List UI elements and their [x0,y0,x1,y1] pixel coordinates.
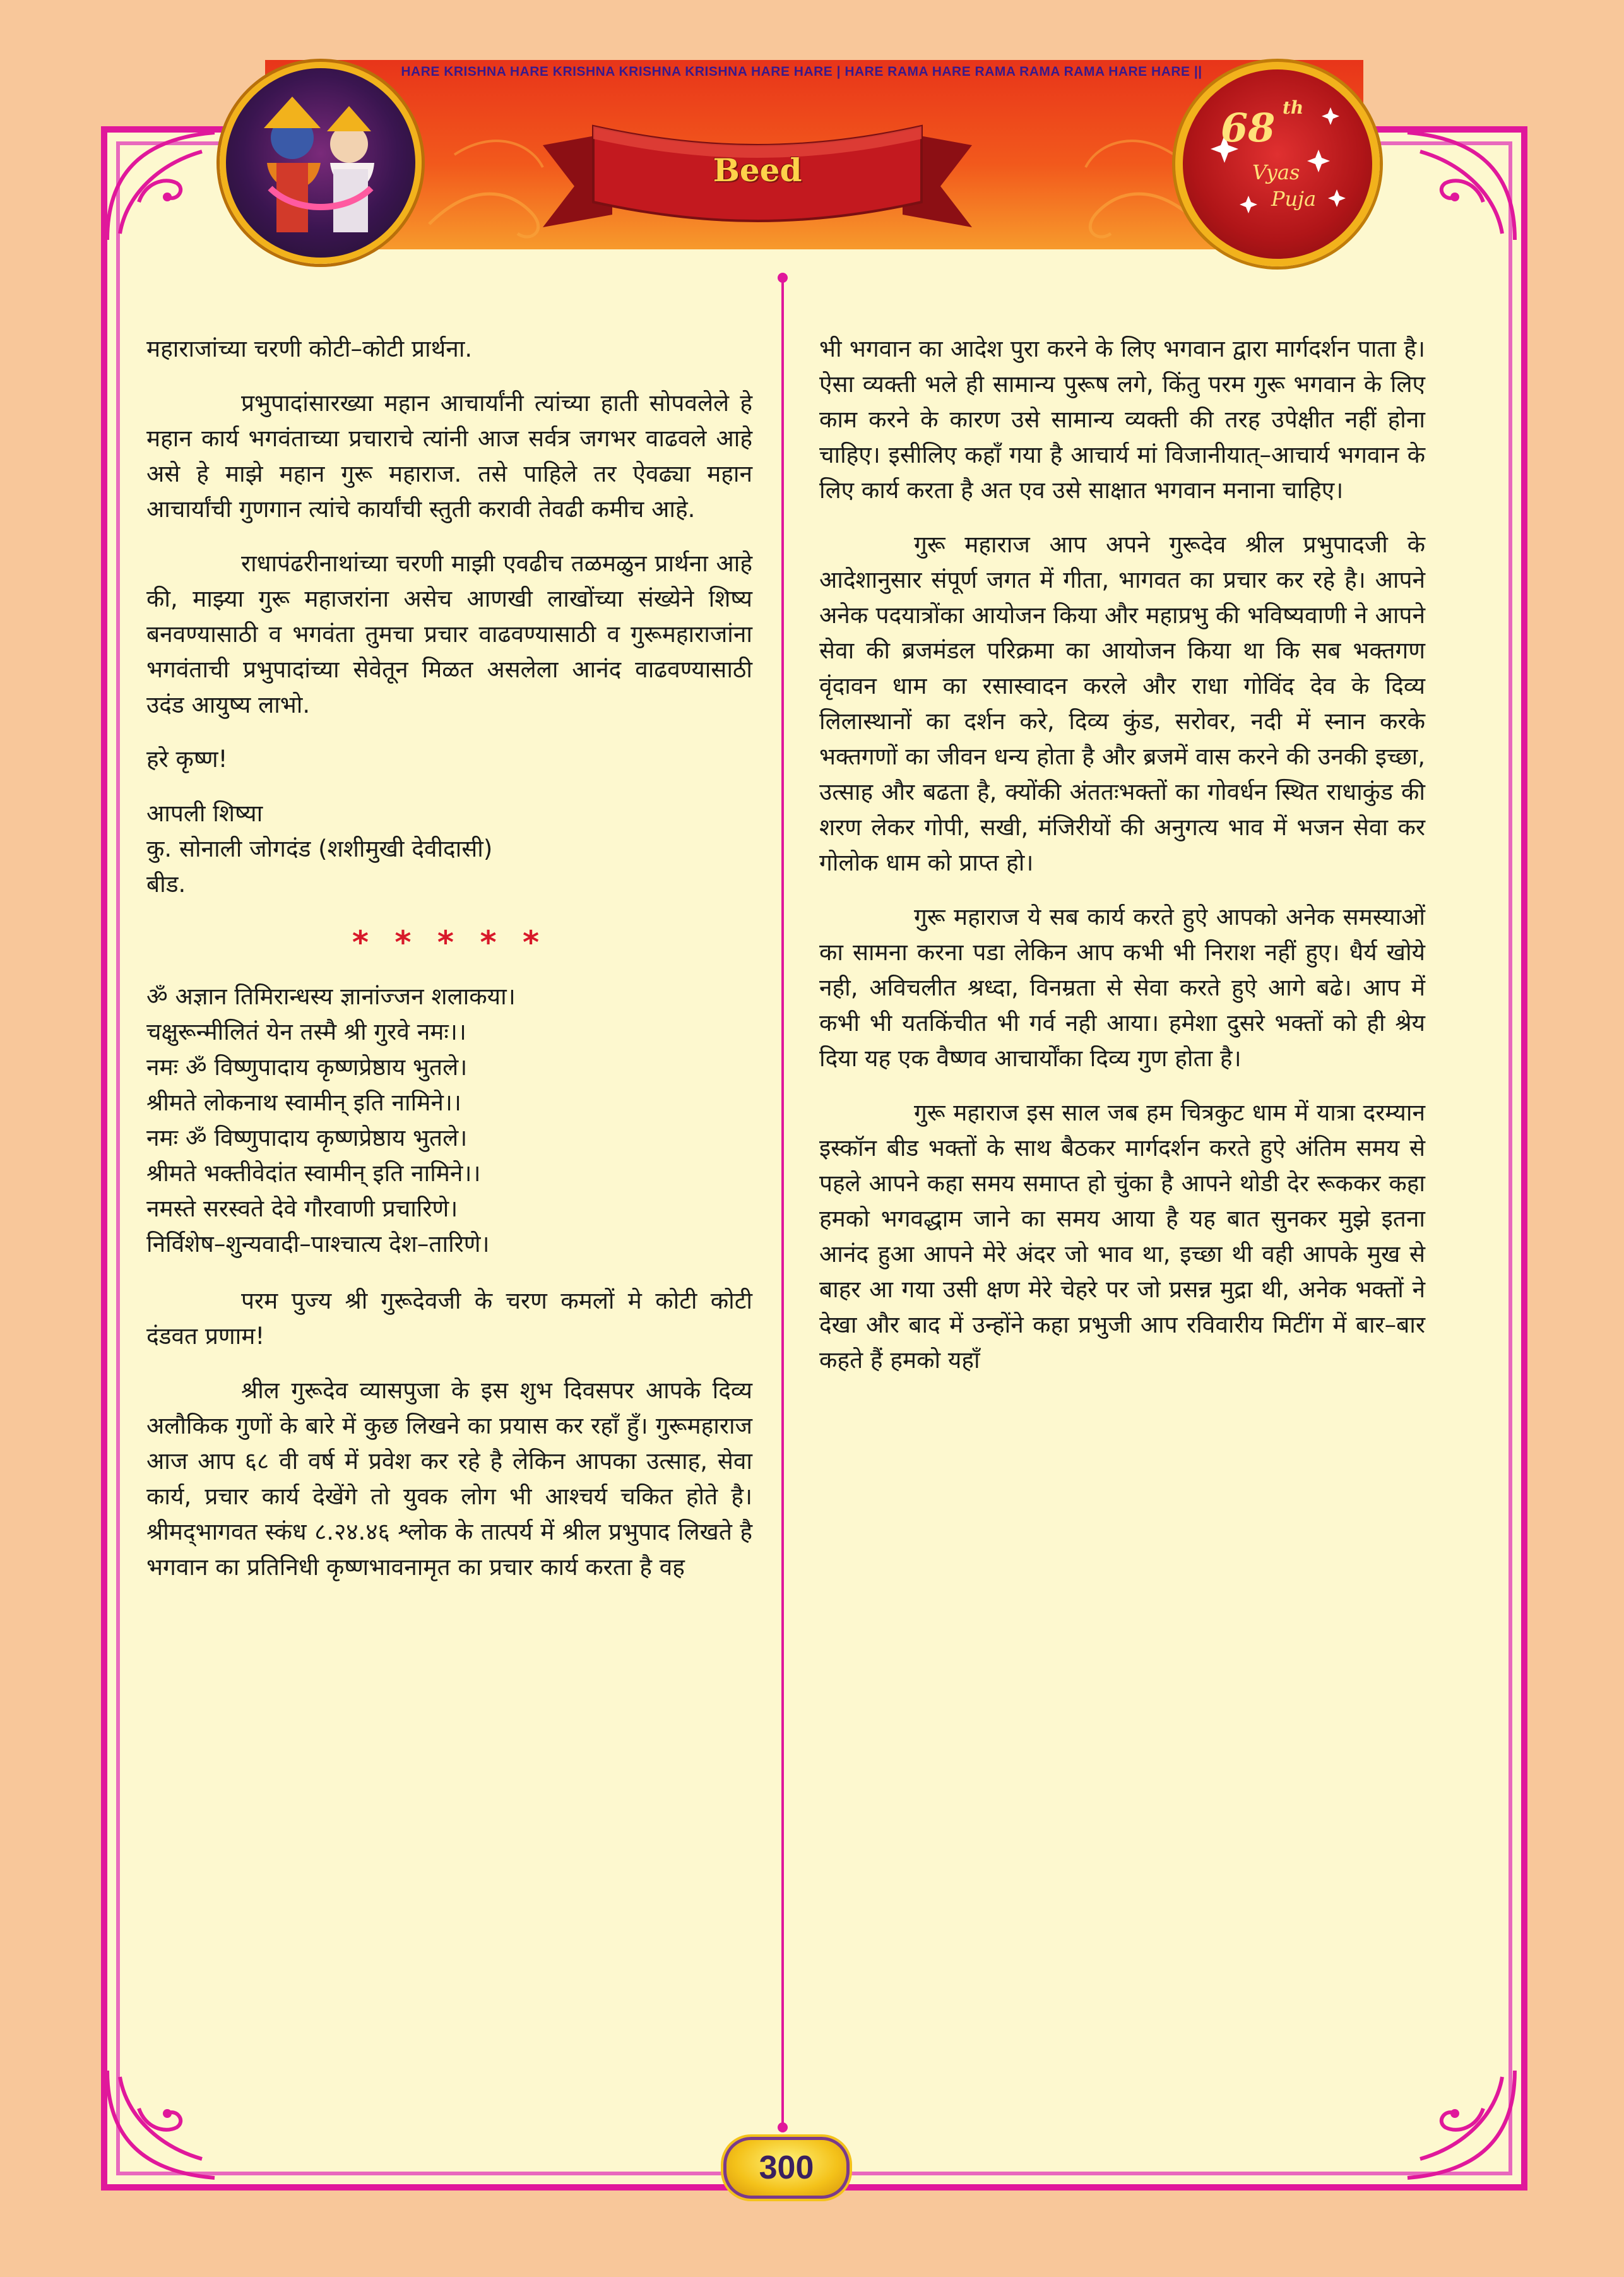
shloka-line: श्रीमते भक्तीवेदांत स्वामीन् इति नामिने।। [146,1160,481,1187]
left-paragraph-5: परम पुज्य श्री गुरूदेवजी के चरण कमलों मे कोटी कोटी दंडवत प्रणाम! [146,1287,752,1350]
deity-medallion [220,62,422,264]
vyas-puja-badge [1175,62,1380,266]
right-paragraph-3: गुरू महाराज ये सब कार्य करते हुऐ आपको अनेक समस्याओं का सामना करना पडा लेकिन आप कभी भी निराश नहीं हुए। धैर्य खोये नही, अविचलीत श्रध्दा, विनम्रता से सेवा करते हुऐ आगे बढे। आप में कभी भी यतकिंचीत भी गर्व नही आया। हमेशा दुसरे भक्तों को ही श्रेय दिया यह एक वैष्णव आचार्योंका दिव्य गुण होता है। [819,903,1425,1072]
corner-ornament-bottom-left [101,2064,221,2184]
right-paragraph-4: गुरू महाराज इस साल जब हम चित्रकुट धाम में यात्रा दरम्यान इस्कॉन बीड भक्तों के साथ बैठकर मार्गदर्शन करते हुऐ अंतिम समय से पहले आपने कहा समय समाप्त हो चुंका है आपने थोडी देर रूककर कहा हमको भगवद्धाम जाने का समय आया है यह बात सुनकर मुझे इतना आनंद हुआ आपने मेरे अंदर जो भाव था, इच्छा थी वही आपके मुख से बाहर आ गया उसी क्षण मेरे चेहरे पर जो प्रसन्न मुद्रा थी, अनेक भक्तों ने देखा और बाद में उन्होंने कहा प्रभुजी आप रविवारीय मिटींग में बार–बार कहते हैं हमको यहाँ [819,1099,1425,1374]
column-divider [781,278,784,2127]
deity-image-icon [226,68,415,258]
divider-dot-bottom [778,2122,788,2132]
corner-ornament-bottom-right [1401,2064,1521,2184]
shloka-block [146,979,752,1262]
shloka-line: निर्विशेष–शुन्यवादी–पाश्चात्य देश–तारिणे। [146,1230,490,1257]
badge-suffix: th [1283,97,1304,118]
badge-puja: Puja [1271,187,1317,211]
shloka-line: नमः ॐ विष्णुपादाय कृष्णप्रेष्ठाय भुतले। [146,1124,468,1151]
right-column [819,331,1425,1397]
header-mantra: HARE KRISHNA HARE KRISHNA KRISHNA KRISHNA HARE HARE | HARE RAMA HARE RAMA RAMA RAMA HARE HARE || [401,64,1202,79]
signature-line-3: बीड. [146,871,186,898]
left-greeting: हरे कृष्ण! [146,746,228,773]
shloka-line: नमः ॐ विष्णुपादाय कृष्णप्रेष्ठाय भुतले। [146,1054,468,1081]
section-separator: * * * * * [352,924,547,961]
right-paragraph-1: भी भगवान का आदेश पुरा करने के लिए भगवान द्वारा मार्गदर्शन पाता है। ऐसा व्यक्ती भले ही सामान्य पुरूष लगे, किंतु परम गुरू भगवान के लिए काम करने के कारण उसे सामान्य व्यक्ती की तरह उपेक्षीत नहीं होना चाहिए। इसीलिए कहाँ गया है आचार्य मां विजानीयात्–आचार्य भगवान के लिए कार्य करता है अत एव उसे साक्षात भगवान मनाना चाहिए। [819,335,1425,504]
shloka-line: श्रीमते लोकनाथ स्वामीन् इति नामिने।। [146,1089,461,1116]
left-paragraph-1: महाराजांच्या चरणी कोटी–कोटी प्रार्थना. [146,335,473,362]
shloka-line: चक्षुरून्मीलितं येन तस्मै श्री गुरवे नमः।। [146,1018,466,1045]
signature-line-2: कु. सोनाली जोगदंड (शशीमुखी देवीदासी) [146,835,493,862]
page-number: 300 [723,2137,850,2199]
signature-line-1: आपली शिष्या [146,800,263,827]
corner-ornament-top-right [1401,126,1521,246]
signature-block [146,796,752,902]
left-paragraph-2: प्रभुपादांसारख्या महान आचार्यांनी त्यांच्या हाती सोपवलेले हे महान कार्य भगवंताच्या प्रचाराचे त्यांनी आज सर्वत्र जगभर वाढवले आहे असे हे माझे महान गुरू महाराज. तसे पाहिले तर ऐवढ्या महान आचार्यांची गुणगान त्यांचे कार्यांची स्तुती करावी तेवढी कमीच आहे. [146,389,752,523]
shloka-line: ॐ अज्ञान तिमिरान्धस्य ज्ञानांज्जन शलाकया। [146,983,516,1010]
corner-ornament-top-left [101,126,221,246]
left-paragraph-6: श्रील गुरूदेव व्यासपुजा के इस शुभ दिवसपर आपके दिव्य अलौकिक गुणों के बारे में कुछ लिखने का प्रयास कर रहाँ हुँ। गुरूमहाराज आज आप ६८ वी वर्ष में प्रवेश कर रहे है लेकिन आपका उत्साह, सेवा कार्य, प्रचार कार्य देखेंगे तो युवक लोग भी आश्चर्य चकित होते है। श्रीमद्‌भागवत स्कंध ८.२४.४६ श्लोक के तात्पर्य में श्रील प्रभुपाद लिखते है भगवान का प्रतिनिधी कृष्णभावनामृत का प्रचार कार्य करता है वह [146,1377,752,1581]
badge-vyas: Vyas [1252,160,1300,184]
ribbon-title: Beed [713,152,802,189]
shloka-line: नमस्ते सरस्वते देवे गौरवाणी प्रचारिणे। [146,1195,458,1222]
left-column [146,331,752,1604]
left-paragraph-3: राधापंढरीनाथांच्या चरणी माझी एवढीच तळमळुन प्रार्थना आहे की, माझ्या गुरू महाजरांना असेच आणखी लाखोंच्या संख्येने शिष्य बनवण्यासाठी व भगवंता तुमचा प्रचार वाढवण्यासाठी व गुरूमहाराजांना भगवंताची प्रभुपादांच्या सेवेतून मिळत असलेला आनंद वाढवण्यासाठी उदंड आयुष्य लाभो. [146,550,752,718]
badge-number: 68 [1221,105,1276,151]
right-paragraph-2: गुरू महाराज आप अपने गुरूदेव श्रील प्रभुपादजी के आदेशानुसार संपूर्ण जगत में गीता, भागवत का प्रचार कर रहे है। आपने अनेक पदयात्रोंका आयोजन किया और महाप्रभु की भविष्यवाणी ने आपने सेवा की ब्रजमंडल परिक्रमा का आयोजन किया था कि सब भक्तगण वृंदावन धाम का रसास्वादन करले और राधा गोविंद देव के दिव्य लिलास्थानों का दर्शन करे, दिव्य कुंड, सरोवर, नदी में स्नान करके भक्तगणों का जीवन धन्य होता है और ब्रजमें वास करने की उनकी इच्छा, उत्साह और बढता है, क्योंकी अंततःभक्तों का गोवर्धन स्थित राधाकुंड की शरण लेकर गोपी, सखी, मंजिरीयों की अनुगत्य भाव में भजन सेवा कर गोलोक धाम को प्राप्त हो। [819,531,1425,876]
divider-dot-top [778,273,788,283]
